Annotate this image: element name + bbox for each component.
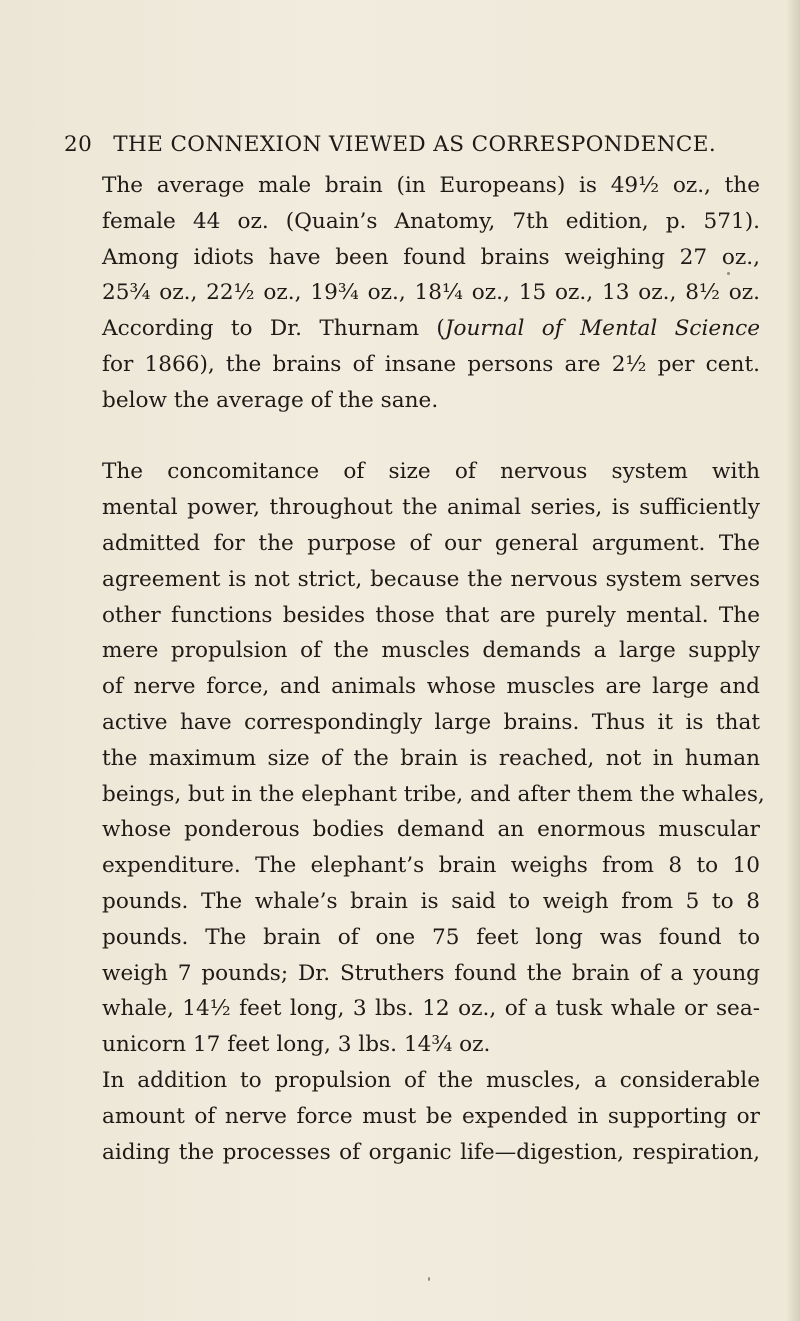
text-line: admitted for the purpose of our general argument. The (102, 530, 760, 556)
text-line: pounds. The whale’s brain is said to weigh from 5 to 8 (102, 888, 760, 914)
text-line: According to Dr. Thurnam (Journal of Mental Science (102, 316, 760, 342)
text-line: of nerve force, and animals whose muscles are large and (102, 674, 760, 700)
text-line: weigh 7 pounds; Dr. Struthers found the brain of a young (102, 960, 760, 986)
paragraph-brain-weights (102, 168, 760, 419)
text-line: whose ponderous bodies demand an enormous muscular (102, 817, 760, 843)
text-line: amount of nerve force must be expended in supporting or (102, 1103, 760, 1129)
paragraph-gap (102, 419, 760, 455)
text-line: The average male brain (in Europeans) is 49½ oz., the (102, 173, 760, 198)
paragraph-nervous-system (102, 454, 765, 1063)
text-line: whale, 14½ feet long, 3 lbs. 12 oz., of a tusk whale or sea- (102, 996, 760, 1022)
print-speck (727, 272, 730, 275)
text-line: below the average of the sane. (102, 387, 439, 413)
page-edge-shadow (786, 0, 800, 1321)
text-line: agreement is not strict, because the nervous system serves (102, 566, 760, 592)
text-line: unicorn 17 feet long, 3 lbs. 14¾ oz. (102, 1032, 491, 1058)
text-line: beings, but in the elephant tribe, and after them the whales, (102, 781, 765, 807)
text-line: female 44 oz. (Quain’s Anatomy, 7th edition, p. 571). (102, 208, 760, 234)
text-line: other functions besides those that are purely mental. The (102, 602, 760, 628)
running-head (64, 132, 744, 157)
text-line: expenditure. The elephant’s brain weighs from 8 to 10 (102, 853, 760, 879)
text-line: mental power, throughout the animal series, is sufficiently (102, 495, 760, 521)
text-line: pounds. The brain of one 75 feet long was found to (102, 924, 760, 950)
text-line: aiding the processes of organic life—digestion, respiration, (102, 1139, 760, 1165)
print-speck (428, 1277, 430, 1281)
text-line: mere propulsion of the muscles demands a large supply (102, 638, 760, 664)
text-line: 25¾ oz., 22½ oz., 19¾ oz., 18¼ oz., 15 oz., 13 oz., 8½ oz. (102, 280, 760, 306)
body-text (102, 168, 765, 1170)
page-number: 20 (64, 132, 93, 157)
text-line: active have correspondingly large brains. Thus it is that (102, 709, 760, 735)
text-line: The concomitance of size of nervous system with (102, 459, 760, 485)
text-line: Among idiots have been found brains weighing 27 oz., (102, 244, 760, 270)
text-line: for 1866), the brains of insane persons are 2½ per cent. (102, 351, 760, 377)
paragraph-nerve-force (102, 1063, 760, 1170)
journal-title: Journal of Mental Science (444, 316, 760, 342)
text-line: In addition to propulsion of the muscles, a considerable (102, 1067, 760, 1093)
text-line: the maximum size of the brain is reached, not in human (102, 745, 760, 771)
running-head-title: THE CONNEXION VIEWED AS CORRESPONDENCE. (113, 132, 717, 157)
